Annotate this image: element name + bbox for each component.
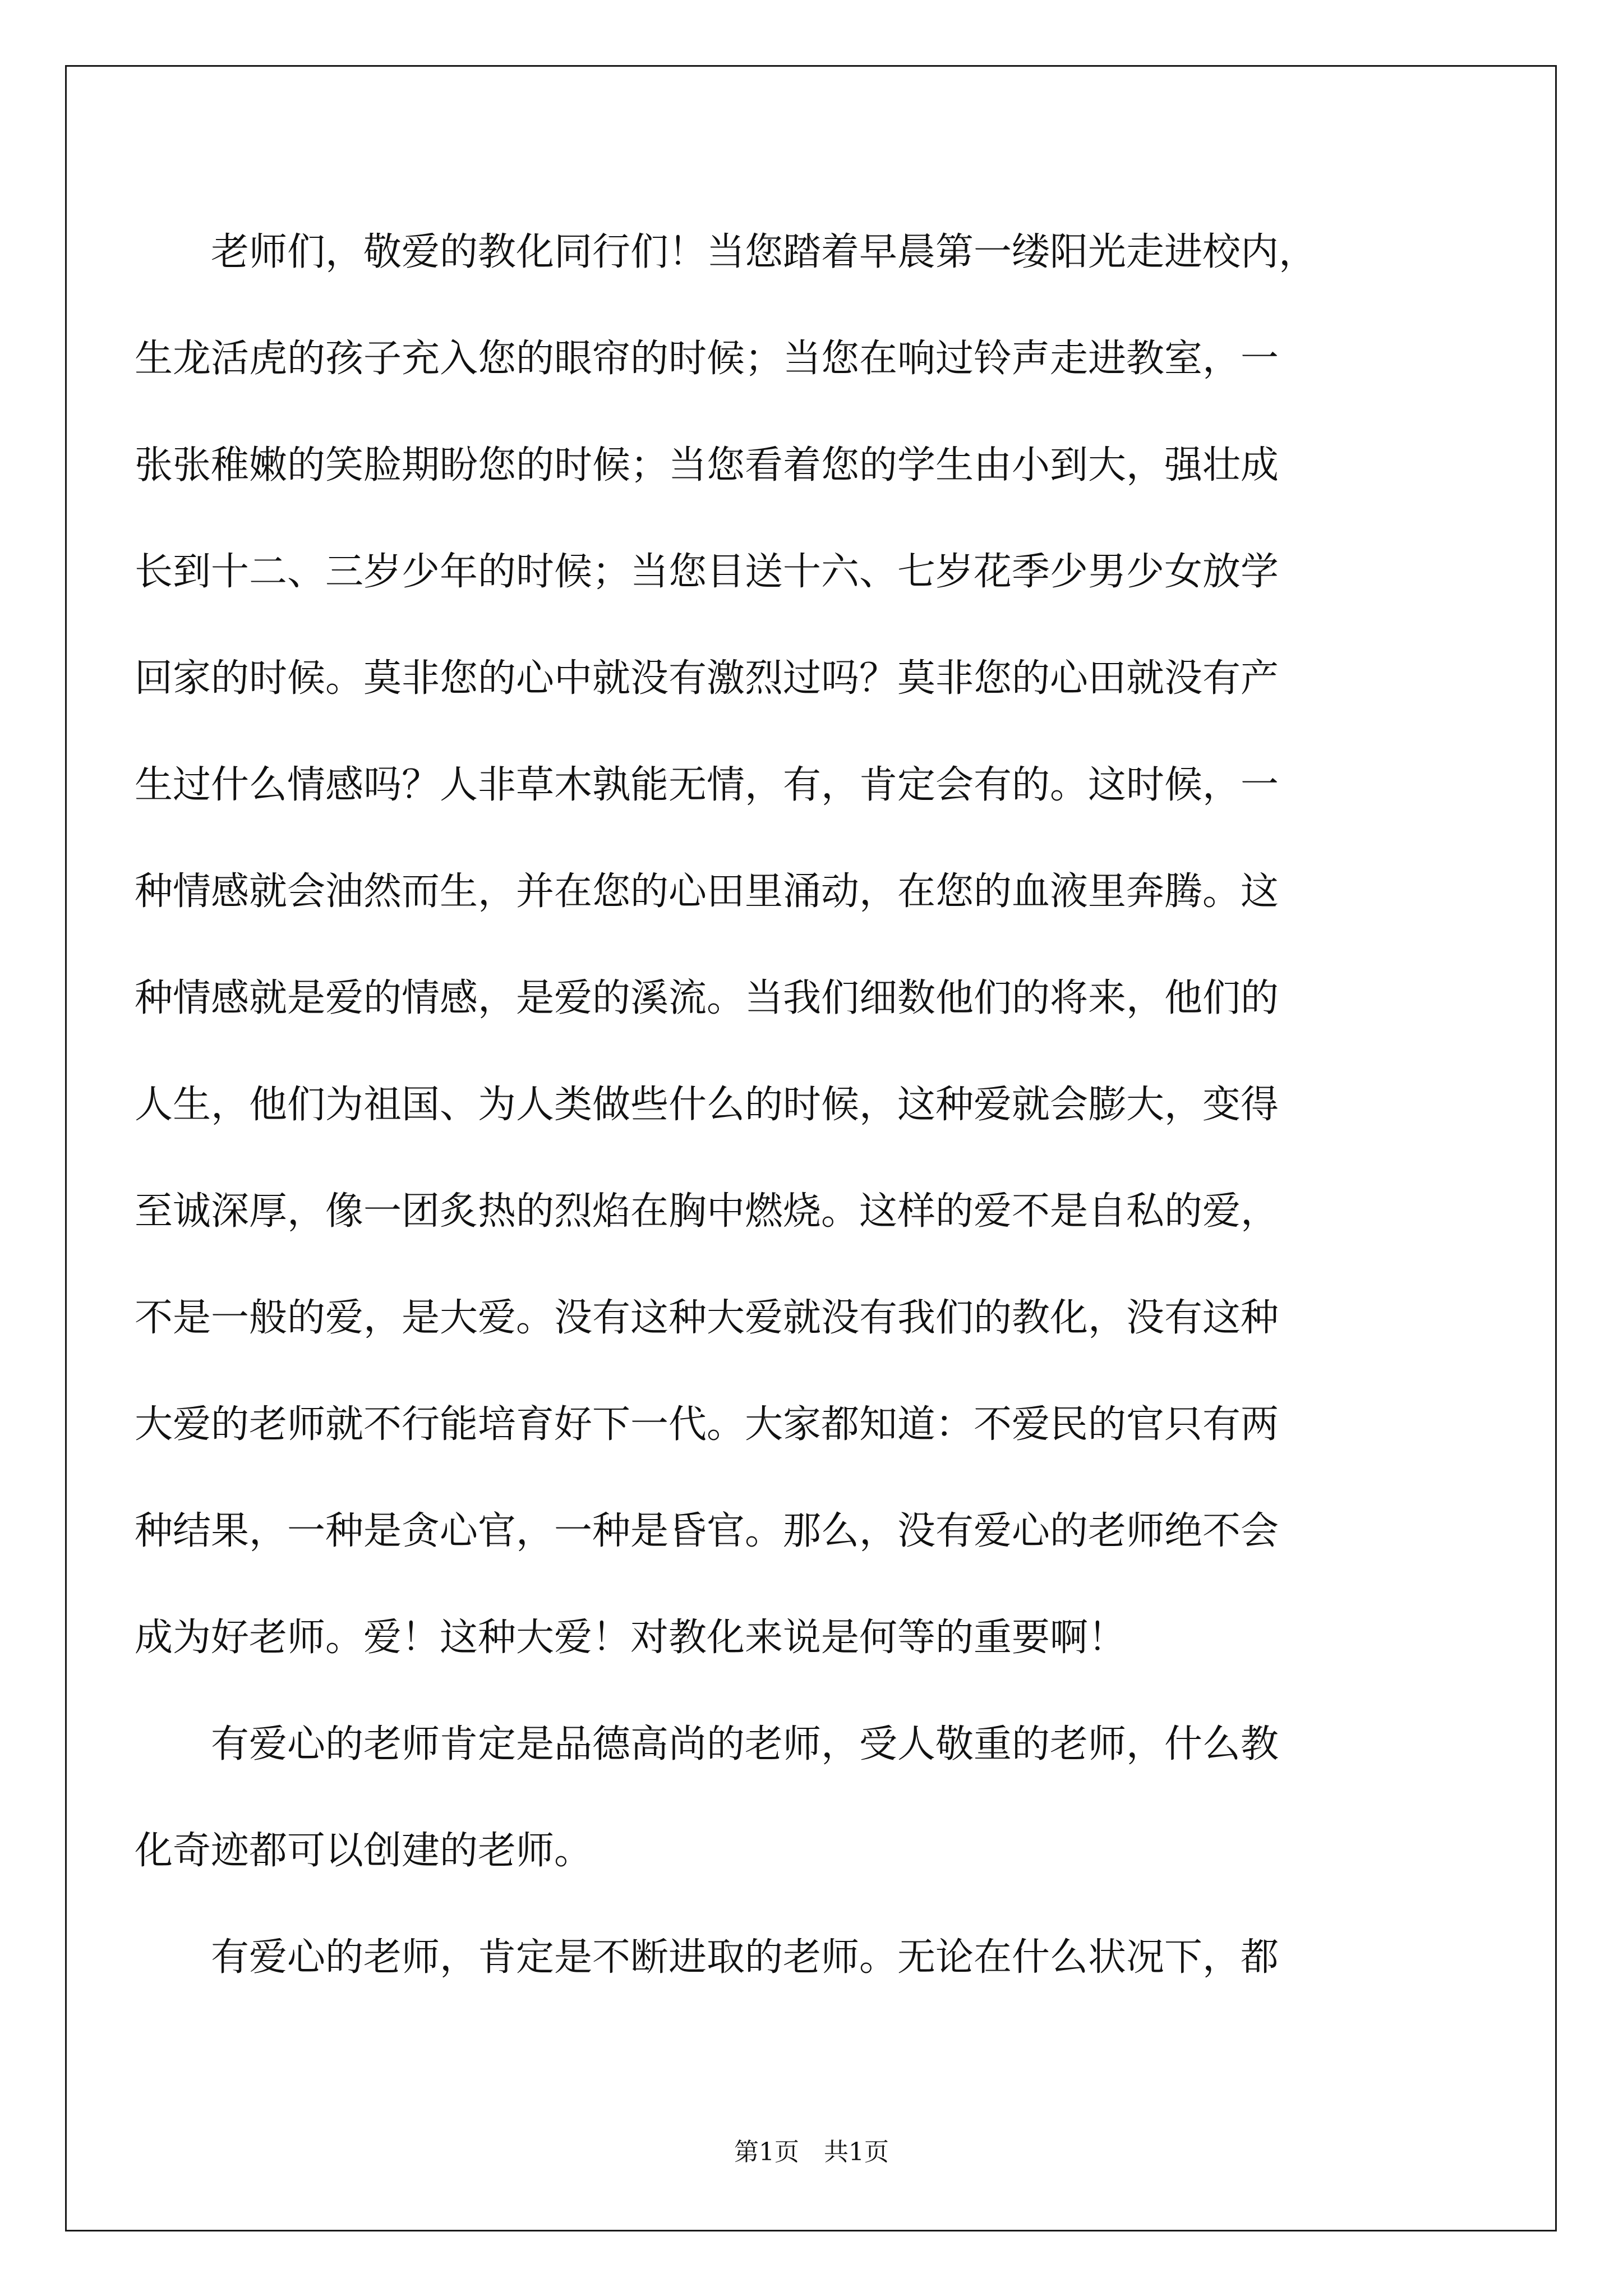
document-body <box>135 199 1419 2011</box>
text-line-3: 张张稚嫩的笑脸期盼您的时候；当您看着您的学生由小到大，强壮成 <box>135 443 1279 487</box>
text-line-14: 成为好老师。爱！这种大爱！对教化来说是何等的重要啊！ <box>135 1616 1127 1660</box>
text-line-4: 长到十二、三岁少年的时候；当您目送十六、七岁花季少男少女放学 <box>135 550 1279 594</box>
text-line-8: 种情感就是爱的情感，是爱的溪流。当我们细数他们的将来，他们的 <box>135 976 1279 1020</box>
text-line-9: 人生，他们为祖国、为人类做些什么的时候，这种爱就会膨大，变得 <box>135 1083 1279 1127</box>
text-line-6: 生过什么情感吗？人非草木孰能无情，有，肯定会有的。这时候，一 <box>135 763 1279 807</box>
text-line-17: 有爱心的老师，肯定是不断进取的老师。无论在什么状况下，都 <box>135 1935 1279 1980</box>
text-line-15: 有爱心的老师肯定是品德高尚的老师，受人敬重的老师，什么教 <box>135 1722 1279 1766</box>
text-line-10: 至诚深厚，像一团炙热的烈焰在胸中燃烧。这样的爱不是自私的爱， <box>135 1189 1279 1234</box>
page-footer: 第1页 共1页 <box>734 2138 889 2166</box>
text-line-2: 生龙活虎的孩子充入您的眼帘的时候；当您在响过铃声走进教室，一 <box>135 337 1279 381</box>
text-line-7: 种情感就会油然而生，并在您的心田里涌动，在您的血液里奔腾。这 <box>135 869 1279 914</box>
text-line-11: 不是一般的爱，是大爱。没有这种大爱就没有我们的教化，没有这种 <box>135 1296 1279 1340</box>
text-line-12: 大爱的老师就不行能培育好下一代。大家都知道：不爱民的官只有两 <box>135 1402 1279 1447</box>
text-line-16: 化奇迹都可以创建的老师。 <box>135 1829 593 1873</box>
text-line-13: 种结果，一种是贪心官，一种是昏官。那么，没有爱心的老师绝不会 <box>135 1509 1279 1553</box>
text-line-1: 老师们，敬爱的教化同行们！当您踏着早晨第一缕阳光走进校内， <box>135 230 1317 274</box>
text-line-5: 回家的时候。莫非您的心中就没有激烈过吗？莫非您的心田就没有产 <box>135 656 1279 701</box>
